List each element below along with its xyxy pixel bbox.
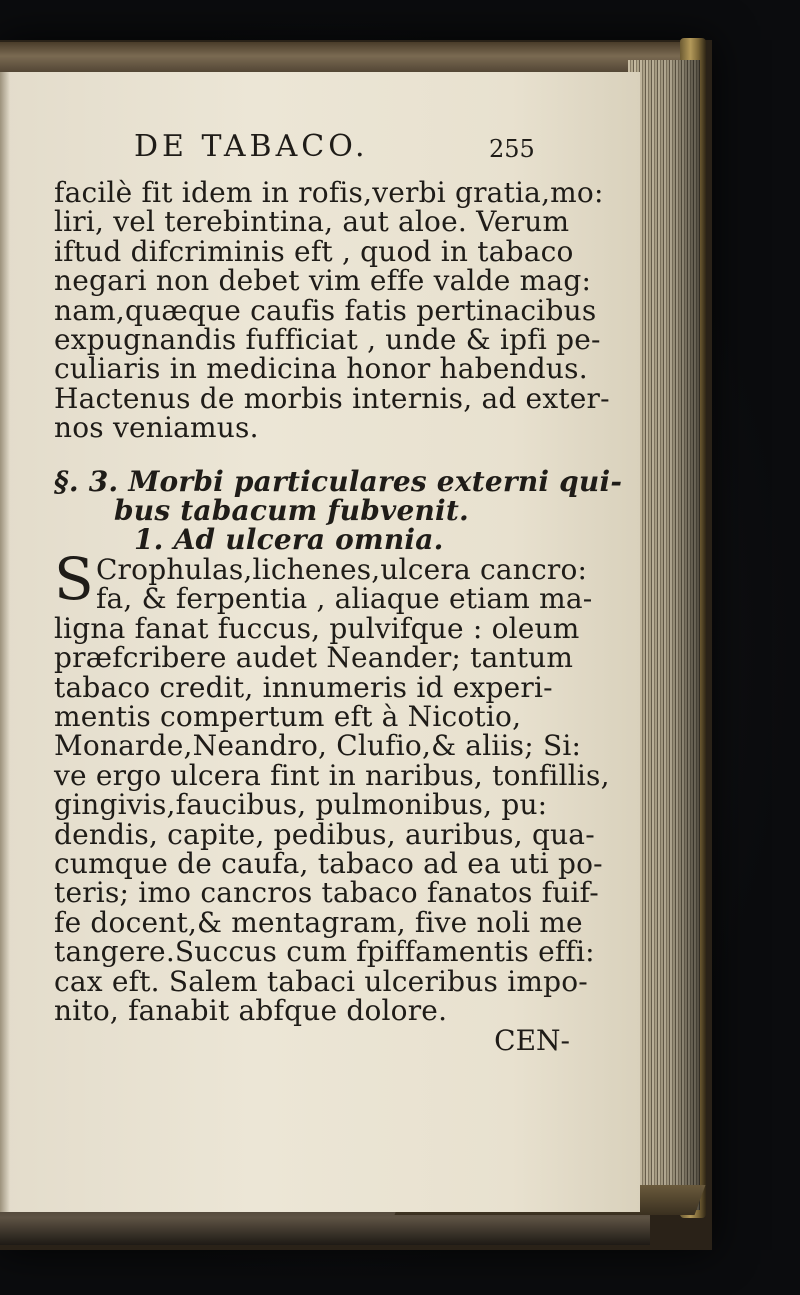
- page-gutter: [0, 72, 10, 1212]
- text-line: fe docent,& mentagram, five noli me: [54, 905, 583, 939]
- text-line: cumque de caufa, tabaco ad ea uti po-: [54, 846, 603, 880]
- text-line: liri, vel terebintina, aut aloe. Verum: [54, 205, 570, 239]
- text-line: Monarde,Neandro, Clufio,& aliis; Si:: [54, 729, 582, 763]
- text-line: fa, & ferpentia , aliaque etiam ma-: [95, 582, 593, 616]
- section-heading: §. 3. Morbi particulares externi qui-: [54, 464, 623, 498]
- page-number: 255: [489, 135, 535, 163]
- text-line: tangere.Succus cum fpiffamentis effi:: [54, 935, 595, 969]
- text-line: tabaco credit, innumeris id experi-: [54, 670, 553, 704]
- text-line: facilè fit idem in rofis,verbi gratia,mo:: [54, 176, 604, 209]
- text-line: nam,quæque caufis fatis pertinacibus: [54, 293, 597, 327]
- page-text: [54, 130, 644, 1057]
- spacer: [54, 443, 644, 467]
- text-line: præfcribere audet Neander; tantum: [54, 641, 574, 675]
- text-line: negari non debet vim effe valde mag:: [54, 264, 592, 298]
- text-line: ve ergo ulcera fint in naribus, tonfillis,: [54, 758, 610, 792]
- text-line: expugnandis fufficiat , unde & ipfi pe-: [54, 323, 601, 357]
- text-line: cax eft. Salem tabaci ulceribus impo-: [54, 964, 588, 998]
- running-head: DE TABACO.: [134, 129, 369, 164]
- text-line: dendis, capite, pedibus, auribus, qua-: [54, 817, 595, 851]
- text-line: nito, fanabit abfque dolore.: [54, 993, 448, 1027]
- text-line: mentis compertum eft à Nicotio,: [54, 699, 522, 733]
- text-line: nos veniamus.: [54, 411, 259, 445]
- text-line: culiaris in medicina honor habendus.: [54, 352, 588, 386]
- drop-cap: S: [54, 544, 94, 613]
- subheading: 1. Ad ulcera omnia.: [134, 523, 444, 557]
- text-line: gingivis,faucibus, pulmonibus, pu:: [54, 788, 548, 822]
- page-header: [54, 130, 644, 178]
- paragraph-1: [54, 178, 644, 443]
- text-line: iftud difcriminis eft , quod in tabaco: [54, 234, 574, 268]
- section-heading-continued: bus tabacum fubvenit.: [114, 494, 469, 528]
- text-line: teris; imo cancros tabaco fanatos fuif-: [54, 876, 599, 910]
- paragraph-2: [54, 544, 644, 1027]
- text-line: ligna fanat fuccus, pulvifque : oleum: [54, 611, 580, 645]
- catchword: CEN-: [494, 1024, 570, 1058]
- text-line-start: Crophulas,lichenes,ulcera cancro:: [95, 552, 588, 586]
- text-line: Hactenus de morbis internis, ad exter-: [54, 381, 610, 415]
